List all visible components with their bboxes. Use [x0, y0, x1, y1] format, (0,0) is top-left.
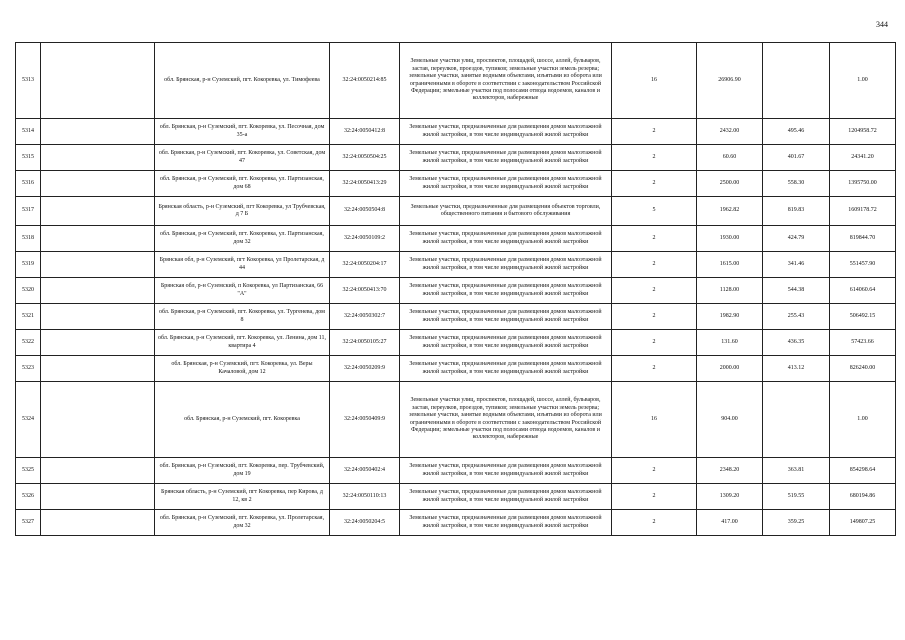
cadastral-value-cell: 1395750.00	[830, 171, 896, 197]
use-group-cell: 2	[612, 226, 697, 252]
address-cell: Брянская обл, р-н Суземский, п Кокоревка, ул Партизанская, 66 "А"	[155, 278, 330, 304]
table-row	[16, 382, 896, 458]
land-use-cell: Земельные участки, предназначенные для размещения домов малоэтажной жилой застройки, в том числе индивидуальной жилой застройки	[400, 356, 612, 382]
address-cell: обл. Брянская, р-н Суземский, пгт. Кокоревка, ул. Тургенева, дом 8	[155, 304, 330, 330]
address-cell: обл. Брянская, р-н Суземский, пгт. Кокоревка, ул. Тимофеева	[155, 43, 330, 119]
land-use-cell: Земельные участки, предназначенные для размещения объектов торговли, общественного питания и бытового обслуживания	[400, 197, 612, 226]
land-use-cell: Земельные участки, предназначенные для размещения домов малоэтажной жилой застройки, в том числе индивидуальной жилой застройки	[400, 252, 612, 278]
table-row	[16, 356, 896, 382]
area-cell: 26906.90	[697, 43, 763, 119]
address-cell: Брянская область, р-н Суземский, пгт Кокоревка, пер Кирова, д 12, кв 2	[155, 484, 330, 510]
specific-value-cell: 359.25	[763, 510, 830, 536]
spacer-cell	[41, 356, 155, 382]
specific-value-cell: 819.83	[763, 197, 830, 226]
spacer-cell	[41, 330, 155, 356]
area-cell: 1128.00	[697, 278, 763, 304]
specific-value-cell: 255.43	[763, 304, 830, 330]
table-row	[16, 278, 896, 304]
use-group-cell: 2	[612, 119, 697, 145]
address-cell: обл. Брянская, р-н Суземский, пгт. Кокоревка, ул. Веры Качаловой, дом 12	[155, 356, 330, 382]
land-use-cell: Земельные участки улиц, проспектов, площадей, шоссе, аллей, бульваров, застав, переулков, проездов, тупиков; земельные участки земель резерва; земельные участки, занятые водными объектами, изъятыми из оборота или ограниченными в обороте в соответствии с законодательством Российской Федерации; земельные участки под полосами отвода водоемов, каналов и коллекторов, набережные	[400, 43, 612, 119]
specific-value-cell: 519.55	[763, 484, 830, 510]
cadastral-value-cell: 614060.64	[830, 278, 896, 304]
table-row	[16, 252, 896, 278]
table-row	[16, 119, 896, 145]
row-number-cell: 5319	[16, 252, 41, 278]
area-cell: 2000.00	[697, 356, 763, 382]
cadastral-value-cell: 826240.00	[830, 356, 896, 382]
cadastral-value-cell: 854298.64	[830, 458, 896, 484]
spacer-cell	[41, 226, 155, 252]
area-cell: 1962.82	[697, 197, 763, 226]
area-cell: 1615.00	[697, 252, 763, 278]
land-use-cell: Земельные участки, предназначенные для размещения домов малоэтажной жилой застройки, в том числе индивидуальной жилой застройки	[400, 119, 612, 145]
use-group-cell: 2	[612, 356, 697, 382]
spacer-cell	[41, 145, 155, 171]
specific-value-cell: 544.38	[763, 278, 830, 304]
spacer-cell	[41, 197, 155, 226]
land-use-cell: Земельные участки, предназначенные для размещения домов малоэтажной жилой застройки, в том числе индивидуальной жилой застройки	[400, 171, 612, 197]
cadastral-value-cell: 1.00	[830, 43, 896, 119]
cadastral-value-cell: 551457.90	[830, 252, 896, 278]
address-cell: обл. Брянская, р-н Суземский, пгт. Кокоревка, ул. Партизанская, дом 32	[155, 226, 330, 252]
cadastral-value-cell: 819844.70	[830, 226, 896, 252]
use-group-cell: 5	[612, 197, 697, 226]
cadastral-number-cell: 32:24:0050214:85	[330, 43, 400, 119]
address-cell: обл. Брянская, р-н Суземский, пгт. Кокоревка	[155, 382, 330, 458]
spacer-cell	[41, 252, 155, 278]
use-group-cell: 2	[612, 278, 697, 304]
use-group-cell: 16	[612, 43, 697, 119]
cadastral-number-cell: 32:24:0050302:7	[330, 304, 400, 330]
table-row	[16, 171, 896, 197]
land-use-cell: Земельные участки, предназначенные для размещения домов малоэтажной жилой застройки, в том числе индивидуальной жилой застройки	[400, 510, 612, 536]
cadastral-number-cell: 32:24:0050504:25	[330, 145, 400, 171]
table-row	[16, 304, 896, 330]
cadastral-number-cell: 32:24:0050504:8	[330, 197, 400, 226]
row-number-cell: 5313	[16, 43, 41, 119]
cadastral-value-cell: 1609178.72	[830, 197, 896, 226]
area-cell: 131.60	[697, 330, 763, 356]
address-cell: обл. Брянская, р-н Суземский, пгт. Кокоревка, ул. Пролетарская, дом 32	[155, 510, 330, 536]
spacer-cell	[41, 171, 155, 197]
cadastral-registry-table	[15, 42, 896, 536]
cadastral-number-cell: 32:24:0050413:29	[330, 171, 400, 197]
row-number-cell: 5315	[16, 145, 41, 171]
specific-value-cell: 558.30	[763, 171, 830, 197]
spacer-cell	[41, 43, 155, 119]
area-cell: 2500.00	[697, 171, 763, 197]
area-cell: 2432.00	[697, 119, 763, 145]
row-number-cell: 5318	[16, 226, 41, 252]
cadastral-number-cell: 32:24:0050209:9	[330, 356, 400, 382]
table-row	[16, 226, 896, 252]
spacer-cell	[41, 484, 155, 510]
row-number-cell: 5314	[16, 119, 41, 145]
table-row	[16, 145, 896, 171]
land-use-cell: Земельные участки, предназначенные для размещения домов малоэтажной жилой застройки, в том числе индивидуальной жилой застройки	[400, 304, 612, 330]
area-cell: 2348.20	[697, 458, 763, 484]
cadastral-value-cell: 57423.66	[830, 330, 896, 356]
land-use-cell: Земельные участки, предназначенные для размещения домов малоэтажной жилой застройки, в том числе индивидуальной жилой застройки	[400, 278, 612, 304]
use-group-cell: 2	[612, 252, 697, 278]
cadastral-value-cell: 24341.20	[830, 145, 896, 171]
use-group-cell: 2	[612, 484, 697, 510]
cadastral-number-cell: 32:24:0050412:8	[330, 119, 400, 145]
table-row	[16, 458, 896, 484]
cadastral-number-cell: 32:24:0050409:9	[330, 382, 400, 458]
cadastral-number-cell: 32:24:0050105:27	[330, 330, 400, 356]
specific-value-cell: 413.12	[763, 356, 830, 382]
address-cell: обл. Брянская, р-н Суземский, пгт. Кокоревка, пер. Трубчевский, дом 19	[155, 458, 330, 484]
spacer-cell	[41, 304, 155, 330]
row-number-cell: 5320	[16, 278, 41, 304]
area-cell: 60.60	[697, 145, 763, 171]
table-row	[16, 510, 896, 536]
area-cell: 417.00	[697, 510, 763, 536]
row-number-cell: 5323	[16, 356, 41, 382]
use-group-cell: 2	[612, 330, 697, 356]
table-row	[16, 197, 896, 226]
cadastral-number-cell: 32:24:0050204:5	[330, 510, 400, 536]
land-use-cell: Земельные участки, предназначенные для размещения домов малоэтажной жилой застройки, в том числе индивидуальной жилой застройки	[400, 484, 612, 510]
cadastral-value-cell: 680194.86	[830, 484, 896, 510]
use-group-cell: 2	[612, 458, 697, 484]
area-cell: 904.00	[697, 382, 763, 458]
cadastral-value-cell: 1.00	[830, 382, 896, 458]
area-cell: 1309.20	[697, 484, 763, 510]
cadastral-number-cell: 32:24:0050413:70	[330, 278, 400, 304]
row-number-cell: 5322	[16, 330, 41, 356]
spacer-cell	[41, 458, 155, 484]
address-cell: обл. Брянская, р-н Суземский, пгт. Кокоревка, ул. Партизанская, дом 68	[155, 171, 330, 197]
row-number-cell: 5324	[16, 382, 41, 458]
address-cell: обл. Брянская, р-н Суземский, пгт. Кокоревка, ул. Советская, дом 47	[155, 145, 330, 171]
spacer-cell	[41, 278, 155, 304]
table-row	[16, 330, 896, 356]
area-cell: 1982.90	[697, 304, 763, 330]
land-use-cell: Земельные участки, предназначенные для размещения домов малоэтажной жилой застройки, в том числе индивидуальной жилой застройки	[400, 145, 612, 171]
specific-value-cell: 436.35	[763, 330, 830, 356]
specific-value-cell: 363.81	[763, 458, 830, 484]
row-number-cell: 5316	[16, 171, 41, 197]
table-row	[16, 484, 896, 510]
use-group-cell: 16	[612, 382, 697, 458]
specific-value-cell: 341.46	[763, 252, 830, 278]
land-use-cell: Земельные участки, предназначенные для размещения домов малоэтажной жилой застройки, в том числе индивидуальной жилой застройки	[400, 226, 612, 252]
spacer-cell	[41, 119, 155, 145]
specific-value-cell	[763, 382, 830, 458]
page-number: 344	[876, 20, 888, 29]
row-number-cell: 5325	[16, 458, 41, 484]
row-number-cell: 5327	[16, 510, 41, 536]
cadastral-number-cell: 32:24:0050109:2	[330, 226, 400, 252]
use-group-cell: 2	[612, 510, 697, 536]
specific-value-cell	[763, 43, 830, 119]
cadastral-number-cell: 32:24:0050204:17	[330, 252, 400, 278]
row-number-cell: 5326	[16, 484, 41, 510]
address-cell: Брянская обл, р-н Суземский, пгт Кокоревка, ул Пролетарская, д 44	[155, 252, 330, 278]
specific-value-cell: 401.67	[763, 145, 830, 171]
spacer-cell	[41, 382, 155, 458]
area-cell: 1930.00	[697, 226, 763, 252]
row-number-cell: 5321	[16, 304, 41, 330]
cadastral-value-cell: 149807.25	[830, 510, 896, 536]
cadastral-value-cell: 506492.15	[830, 304, 896, 330]
use-group-cell: 2	[612, 145, 697, 171]
use-group-cell: 2	[612, 304, 697, 330]
address-cell: Брянская область, р-н Суземский, пгт Кокоревка, ул Трубчевская, д 7 Б	[155, 197, 330, 226]
specific-value-cell: 495.46	[763, 119, 830, 145]
specific-value-cell: 424.79	[763, 226, 830, 252]
row-number-cell: 5317	[16, 197, 41, 226]
land-use-cell: Земельные участки, предназначенные для размещения домов малоэтажной жилой застройки, в том числе индивидуальной жилой застройки	[400, 330, 612, 356]
land-use-cell: Земельные участки, предназначенные для размещения домов малоэтажной жилой застройки, в том числе индивидуальной жилой застройки	[400, 458, 612, 484]
cadastral-number-cell: 32:24:0050110:13	[330, 484, 400, 510]
table-row	[16, 43, 896, 119]
use-group-cell: 2	[612, 171, 697, 197]
address-cell: обл. Брянская, р-н Суземский, пгт. Кокоревка, ул. Ленина, дом 11, квартира 4	[155, 330, 330, 356]
spacer-cell	[41, 510, 155, 536]
address-cell: обл. Брянская, р-н Суземский, пгт. Кокоревка, ул. Песочная, дом 35-а	[155, 119, 330, 145]
cadastral-value-cell: 1204958.72	[830, 119, 896, 145]
land-use-cell: Земельные участки улиц, проспектов, площадей, шоссе, аллей, бульваров, застав, переулков, проездов, тупиков; земельные участки земель резерва; земельные участки, занятые водными объектами, изъятыми из оборота или ограниченными в обороте в соответствии с законодательством Российской Федерации; земельные участки под полосами отвода водоемов, каналов и коллекторов, набережные	[400, 382, 612, 458]
cadastral-number-cell: 32:24:0050402:4	[330, 458, 400, 484]
